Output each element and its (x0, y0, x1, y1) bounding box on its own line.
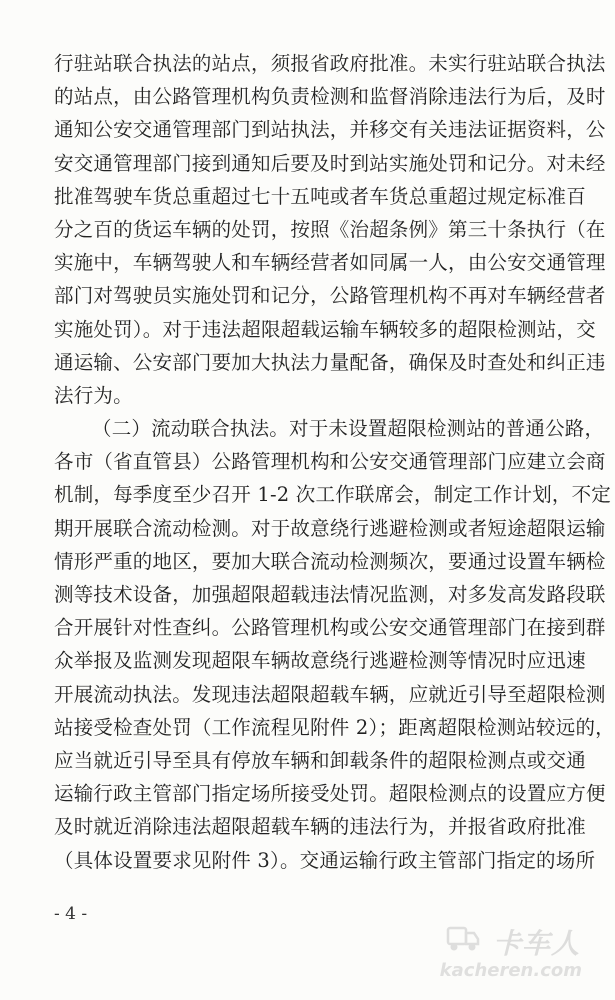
text-line: 站接受检查处罚（工作流程见附件 2）；距离超限检测站较远的， (54, 715, 615, 739)
text-line: 开展流动执法。发现违法超限超载车辆，应就近引导至超限检测 (54, 682, 606, 706)
text-line: 机制，每季度至少召开 1-2 次工作联席会，制定工作计划，不定 (54, 483, 611, 507)
text-line: 运输行政主管部门指定场所接受处罚。超限检测点的设置应方便 (54, 782, 606, 806)
text-line: 期开展联合流动检测。对于故意绕行逃避检测或者短途超限运输 (54, 516, 606, 540)
text-line: 的站点，由公路管理机构负责检测和监督消除违法行为后，及时 (54, 85, 606, 109)
text-line: 批准驾驶车货总重超过七十五吨或者车货总重超过规定标准百 (54, 184, 586, 208)
watermark-brand-cn: 卡车人 (492, 927, 580, 960)
watermark (439, 916, 586, 988)
text-line: （具体设置要求见附件 3）。交通运输行政主管部门指定的场所 (54, 848, 596, 872)
text-line: 各市（省直管县）公路管理机构和公安交通管理部门应建立会商 (54, 450, 606, 474)
page-number: - 4 - (54, 904, 88, 924)
text-line: 合开展针对性查纠。公路管理机构或公安交通管理部门在接到群 (54, 616, 606, 640)
text-line: 情形严重的地区，要加大联合流动检测频次，要通过设置车辆检 (54, 549, 606, 573)
text-line: 实施处罚）。对于违法超限超载运输车辆较多的超限检测站，交 (54, 317, 596, 341)
text-line: 安交通管理部门接到通知后要及时到站实施处罚和记分。对未经 (54, 151, 606, 175)
text-line: 通知公安交通管理部门到站执法，并移交有关违法证据资料，公 (54, 118, 606, 142)
text-line: 及时就近消除违法超限超载车辆的违法行为，并报省政府批准 (54, 815, 586, 839)
text-line: 法行为。 (54, 383, 133, 407)
text-line: 应当就近引导至具有停放车辆和卸载条件的超限检测点或交通 (54, 748, 586, 772)
text-line: 部门对驾驶员实施处罚和记分，公路管理机构不再对车辆经营者 (54, 284, 606, 308)
text-line: 通运输、公安部门要加大执法力量配备，确保及时查处和纠正违 (54, 350, 606, 374)
section-heading-line: （二）流动联合执法。对于未设置超限检测站的普通公路， (92, 417, 605, 441)
text-line: 行驻站联合执法的站点，须报省政府批准。未实行驻站联合执法 (54, 52, 606, 75)
body-text (54, 47, 615, 877)
text-line: 实施中，车辆驾驶人和车辆经营者如同属一人，由公安交通管理 (54, 251, 606, 275)
text-line: 测等技术设备，加强超限超载违法情况监测，对多发高发路段联 (54, 583, 606, 606)
watermark-brand-en: kacheren.com (439, 960, 582, 981)
text-line: 分之百的货运车辆的处罚，按照《治超条例》第三十条执行（在 (54, 217, 606, 241)
truck-icon (446, 924, 480, 954)
text-line: 众举报及监测发现超限车辆故意绕行逃避检测等情况时应迅速 (54, 649, 586, 673)
